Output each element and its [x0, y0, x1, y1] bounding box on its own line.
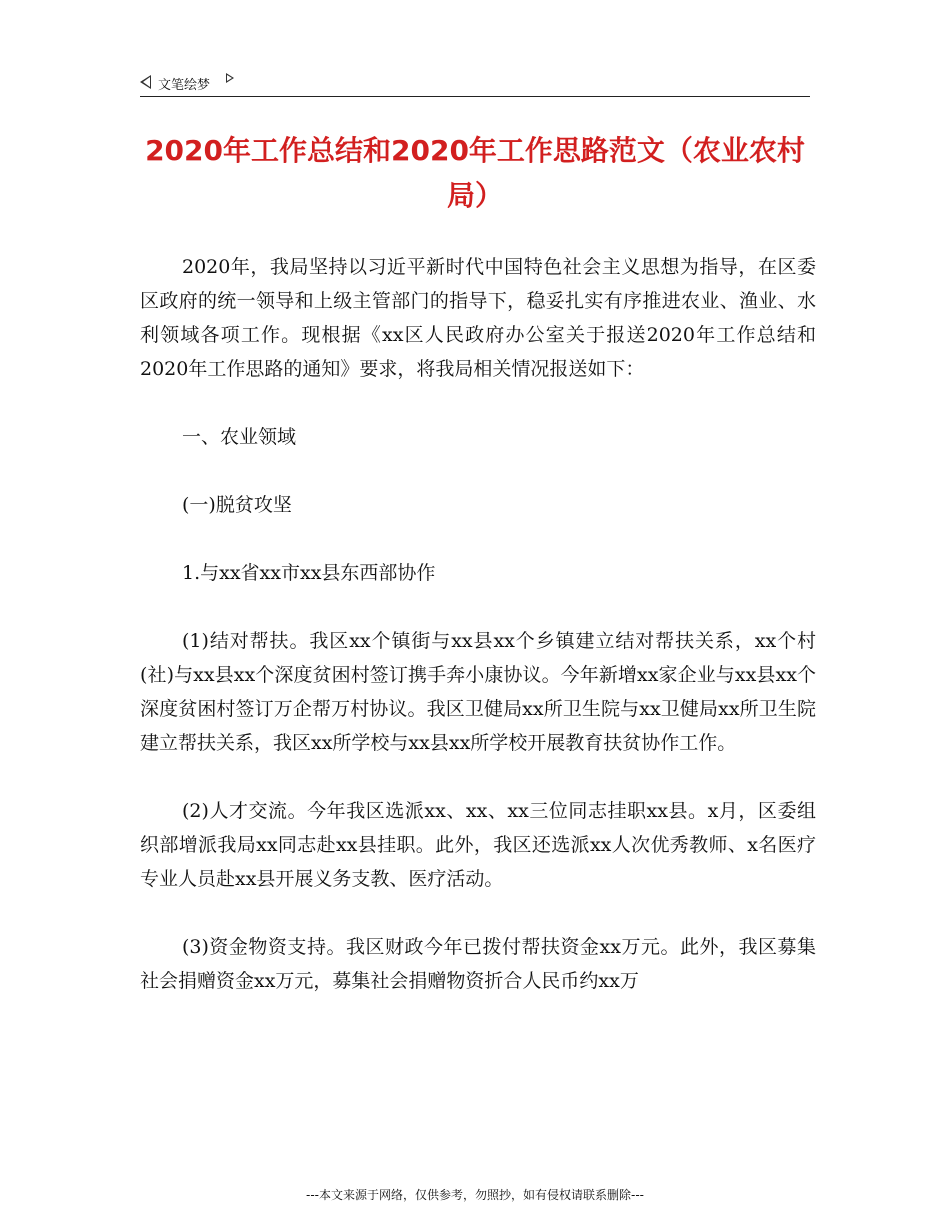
document-title	[140, 128, 810, 218]
page-header	[140, 70, 810, 97]
intro-paragraph: 2020年，我局坚持以习近平新时代中国特色社会主义思想为指导，在区委区政府的统一领导和上级主管部门的指导下，稳妥扎实有序推进农业、渔业、水利领域各项工作。现根据《xx区人民政府办公室关于报送2020年工作总结和2020年工作思路的通知》要求，将我局相关情况报送如下：	[140, 256, 816, 380]
page-footer: ---本文来源于网络，仅供参考，勿照抄，如有侵权请联系删除---	[306, 1188, 644, 1202]
document-body	[140, 250, 816, 998]
title-line-1: 2020年工作总结和2020年工作思路范文（农业农村	[145, 134, 805, 167]
triangle-right-icon	[226, 73, 234, 83]
paragraph-funds: (3)资金物资支持。我区财政今年已拨付帮扶资金xx万元。此外，我区募集社会捐赠资金xx万元，募集社会捐赠物资折合人民币约xx万	[140, 936, 816, 992]
paragraph-talent: (2)人才交流。今年我区选派xx、xx、xx三位同志挂职xx县。x月，区委组织部增派我局xx同志赴xx县挂职。此外，我区还选派xx人次优秀教师、x名医疗专业人员赴xx县开展义务支教、医疗活动。	[140, 800, 816, 890]
header-brand: 文笔绘梦	[158, 78, 211, 93]
triangle-left-icon	[140, 75, 151, 89]
section-heading: 一、农业领域	[182, 426, 297, 448]
subsection-heading: (一)脱贫攻坚	[182, 494, 292, 516]
item-heading: 1.与xx省xx市xx县东西部协作	[182, 562, 436, 584]
title-line-2: 局）	[446, 179, 503, 212]
paragraph-pairing: (1)结对帮扶。我区xx个镇街与xx县xx个乡镇建立结对帮扶关系，xx个村(社)与xx县xx个深度贫困村签订携手奔小康协议。今年新增xx家企业与xx县xx个深度贫困村签订万企帮万村协议。我区卫健局xx所卫生院与xx卫健局xx所卫生院建立帮扶关系，我区xx所学校与xx县xx所学校开展教育扶贫协作工作。	[140, 630, 816, 754]
